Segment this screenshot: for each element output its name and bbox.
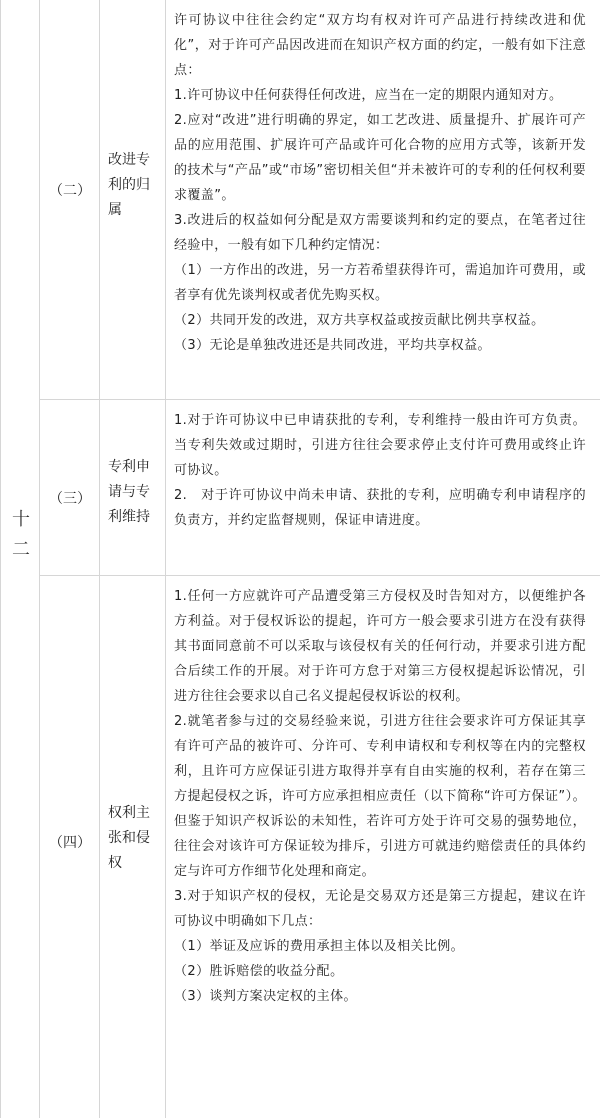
content-paragraph: （2）胜诉赔偿的收益分配。 [174,964,344,979]
row-number: （三） [49,491,91,507]
content-paragraph: （1）一方作出的改进，另一方若希望获得许可，需追加许可费用，或者享有优先谈判权或者优先购买权。 [174,263,586,303]
content-paragraph: 2.应对“改进”进行明确的界定，如工艺改进、质量提升、扩展许可产品的应用范围、扩展许可产品或许可化合物的应用方式等，该新开发的技术与“产品”或“市场”密切相关但“并未被许可的专利的任何权利要求覆盖”。 [174,113,586,203]
row-number-cell [40,576,100,1118]
row-title-cell [100,400,166,575]
table-row-infringement [40,576,600,1118]
content-paragraph: 1.许可协议中任何获得任何改进，应当在一定的期限内通知对方。 [174,88,563,103]
row-content-cell [166,400,600,575]
row-title: 权利主张和侵权 [108,805,150,871]
row-content-cell [166,0,600,399]
content-paragraph: （3）无论是单独改进还是共同改进，平均共享权益。 [174,338,491,353]
row-title: 专利申请与专利维持 [108,459,150,525]
row-content-cell [166,576,600,1118]
table-row-improvement [40,0,600,400]
row-number-cell [40,0,100,399]
content-paragraph: （2）共同开发的改进，双方共享权益或按贡献比例共享权益。 [174,313,545,328]
section-column [0,0,40,1118]
table-row-patent-maintenance [40,400,600,576]
row-number-cell [40,400,100,575]
section-number: 十二 [12,509,30,560]
content-paragraph: 2. 对于许可协议中尚未申请、获批的专利，应明确专利申请程序的负责方，并约定监督规则，保证申请进度。 [174,488,586,528]
content-paragraph: 许可协议中往往会约定“双方均有权对许可产品进行持续改进和优化”，对于许可产品因改进而在知识产权方面的约定，一般有如下注意点： [174,13,586,78]
content-paragraph: （1）举证及应诉的费用承担主体以及相关比例。 [174,939,465,954]
content-paragraph: 2.就笔者参与过的交易经验来说，引进方往往会要求许可方保证其享有许可产品的被许可、分许可、专利申请权和专利权等在内的完整权利，且许可方应保证引进方取得并享有自由实施的权利，若存在第三方提起侵权之诉，许可方应承担相应责任（以下简称“许可方保证”）。但鉴于知识产权诉讼的未知性，若许可方处于许可交易的强势地位，往往会对该许可方保证较为排斥，引进方可就违约赔偿责任的具体约定与许可方作细节化处理和商定。 [174,714,586,879]
row-number: （四） [49,835,91,851]
content-paragraph: 3.对于知识产权的侵权，无论是交易双方还是第三方提起，建议在许可协议中明确如下几点： [174,889,586,929]
content-paragraph: 1.任何一方应就许可产品遭受第三方侵权及时告知对方，以便维护各方利益。对于侵权诉讼的提起，许可方一般会要求引进方在没有获得其书面同意前不可以采取与该侵权有关的任何行动，并要求引进方配合后续工作的开展。对于许可方怠于对第三方侵权提起诉讼情况，引进方往往会要求以自己名义提起侵权诉讼的权利。 [174,589,586,704]
row-title-cell [100,576,166,1118]
content-paragraph: 1.对于许可协议中已申请获批的专利，专利维持一般由许可方负责。当专利失效或过期时，引进方往往会要求停止支付许可费用或终止许可协议。 [174,413,586,478]
content-paragraph: 3.改进后的权益如何分配是双方需要谈判和约定的要点，在笔者过往经验中，一般有如下几种约定情况： [174,213,586,253]
row-title-cell [100,0,166,399]
row-number: （二） [49,183,91,199]
content-paragraph: （3）谈判方案决定权的主体。 [174,989,357,1004]
row-title: 改进专利的归属 [108,152,150,218]
